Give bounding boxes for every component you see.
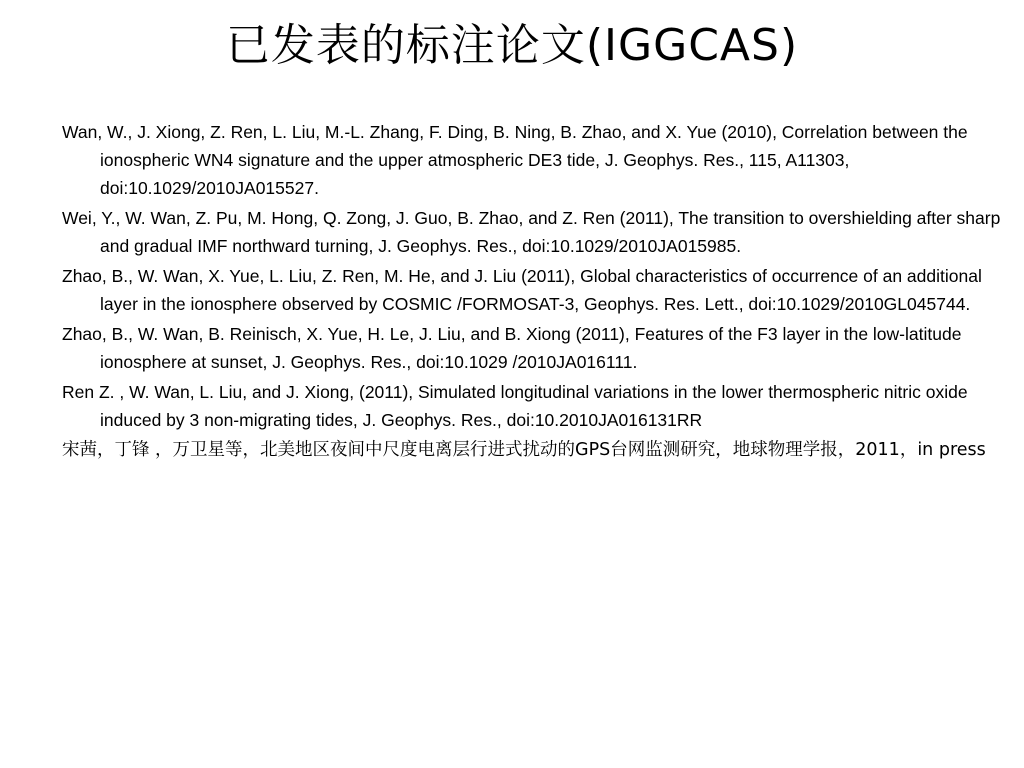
reference-item: Ren Z. , W. Wan, L. Liu, and J. Xiong, (2011), Simulated longitudinal variations in the lower thermospheric nitric oxide induced by 3 non-migrating tides, J. Geophys. Res., doi:10.2010JA016131RR [62, 382, 968, 430]
reference-item: Wei, Y., W. Wan, Z. Pu, M. Hong, Q. Zong, J. Guo, B. Zhao, and Z. Ren (2011), The transition to overshielding after sharp and gradual IMF northward turning, J. Geophys. Res., doi:10.1029/2010JA015985. [62, 208, 1001, 256]
reference-item: Wan, W., J. Xiong, Z. Ren, L. Liu, M.-L. Zhang, F. Ding, B. Ning, B. Zhao, and X. Yue (2010), Correlation between the ionospheric WN4 signature and the upper atmospheric DE3 tide, J. Geophys. Res., 115, A11303, doi:10.1029/2010JA015527. [62, 122, 968, 198]
reference-item: Zhao, B., W. Wan, X. Yue, L. Liu, Z. Ren, M. He, and J. Liu (2011), Global characteristics of occurrence of an additional layer in the ionosphere observed by COSMIC /FORMOSAT-3, Geophys. Res. Lett., doi:10.1029/2010GL045744. [62, 266, 982, 314]
slide-title: 已发表的标注论文(IGGCAS) [225, 20, 799, 71]
reference-item: 宋茜，丁锋 ，万卫星等，北美地区夜间中尺度电离层行进式扰动的GPS台网监测研究，地球物理学报，2011，in press [62, 440, 986, 460]
reference-list [62, 118, 1002, 466]
reference-item: Zhao, B., W. Wan, B. Reinisch, X. Yue, H. Le, J. Liu, and B. Xiong (2011), Features of the F3 layer in the low-latitude ionosphere at sunset, J. Geophys. Res., doi:10.1029 /2010JA016111. [62, 324, 962, 372]
